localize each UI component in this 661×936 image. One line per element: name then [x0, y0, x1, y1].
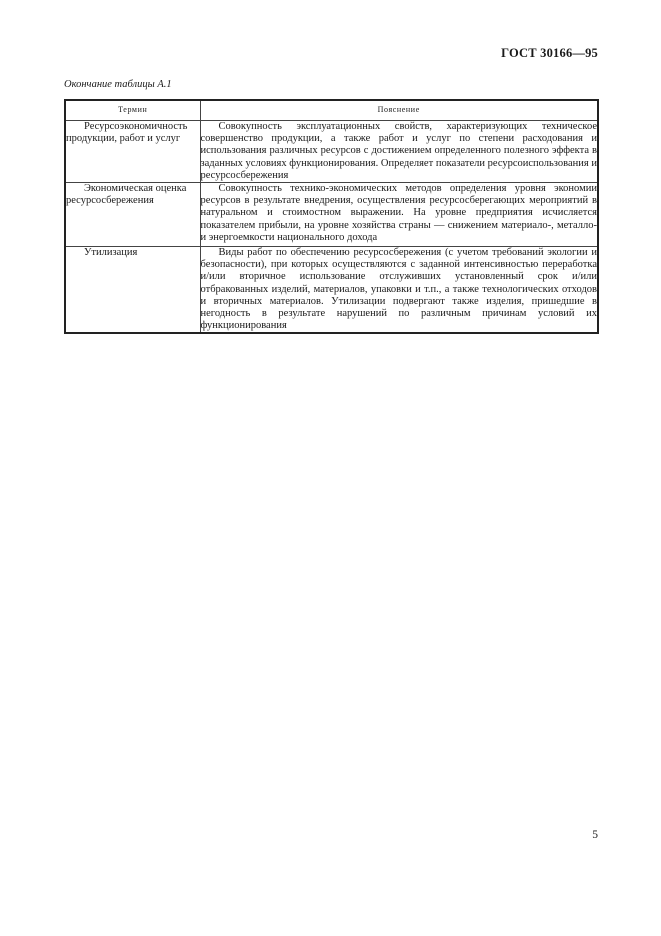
term-text: Ресурсоэкономичность продукции, работ и услуг: [66, 121, 188, 145]
page-number: 5: [592, 829, 598, 841]
table-caption: Окончание таблицы А.1: [64, 79, 172, 90]
explanation-cell: [200, 121, 598, 183]
table-header-row: [65, 100, 598, 121]
explanation-text: Совокупность эксплуатационных свойств, характеризующих техническое совершенство продукции, а также работ и услуг по степени расходования и использования различных ресурсов с достижением определенного полезного эффекта в заданных условиях функционирования. Определяет показатели ресурсоиспользования и ресурсосбережения: [200, 121, 597, 181]
table-row: [65, 247, 598, 334]
document-standard-code: ГОСТ 30166—95: [501, 46, 598, 60]
term-cell: [65, 121, 200, 183]
term-text: Утилизация: [84, 247, 138, 259]
explanation-cell: [200, 247, 598, 334]
terms-table: [64, 99, 599, 334]
column-header-explanation: Пояснение: [200, 100, 598, 121]
term-cell: [65, 247, 200, 334]
column-header-term: Термин: [65, 100, 200, 121]
table-row: [65, 121, 598, 183]
term-cell: [65, 183, 200, 247]
explanation-text: Совокупность технико-экономических методов определения уровня экономии ресурсов в результате внедрения, осуществления ресурсосберегающих мероприятий в натуральном и стоимостном выражении. На уровне предприятия исчисляется показателем прибыли, на уровне хозяйства страны — снижением материало-, металло- и энергоемкости национального дохода: [200, 183, 597, 243]
explanation-text: Виды работ по обеспечению ресурсосбережения (с учетом требований экологии и безопасности), при которых осуществляются с заданной интенсивностью переработка и/или вторичное использование отслуживших установленный срок и/или отбракованных изделий, материалов, упаковки и т.п., а также технологических отходов и вторичных материалов. Утилизации подвергают также изделия, пришедшие в негодность в результате нарушений по различным причинам условий их функционирования: [200, 247, 597, 332]
table-header: [65, 100, 598, 121]
term-text: Экономическая оценка ресурсосбережения: [66, 183, 187, 207]
explanation-cell: [200, 183, 598, 247]
table-row: [65, 183, 598, 247]
